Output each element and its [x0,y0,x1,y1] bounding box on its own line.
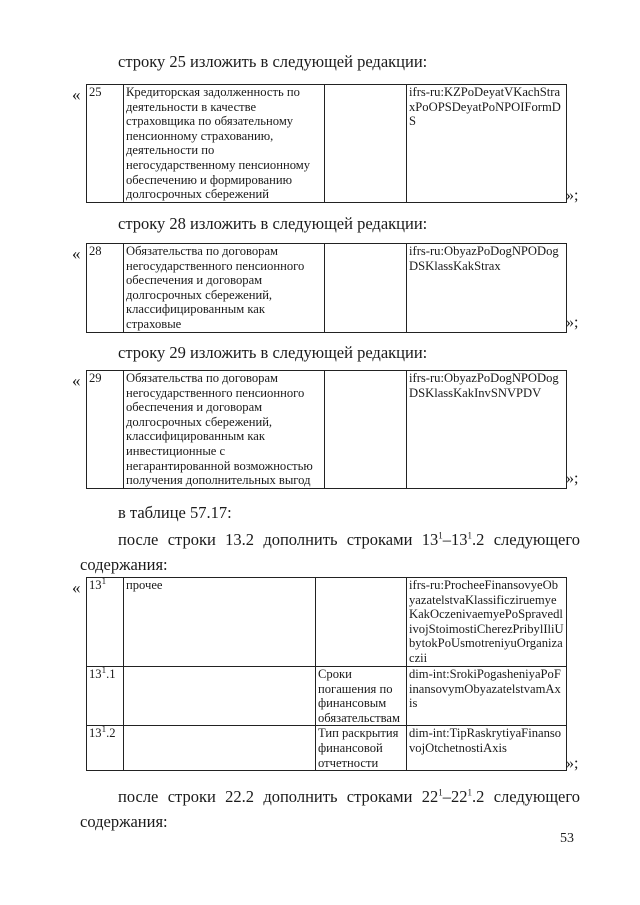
row-name [124,726,316,771]
row-number: $13^1$ [87,578,124,667]
word: после [118,787,159,806]
word: следующего [493,530,580,549]
open-quote: « [72,578,81,597]
row-number: $13^1.2$ [87,726,124,771]
word: 22.2 [225,787,254,806]
row-name [124,667,316,726]
table-row [87,371,567,489]
table-57-17-heading: в таблице 57.17: [118,503,232,522]
row-number: 29 [87,371,124,489]
word: строками [346,787,413,806]
word: строки [167,530,216,549]
row-name: Обязательства по договорам негосударственного пенсионного обеспечения и договорам долгосрочных сбережений, классифицированным как страховые [124,244,325,333]
row-code: dim-int:SrokiPogasheniyaPoFinansovymObyazatelstvamAxis [407,667,567,726]
intro-row-25: строку 25 изложить в следующей редакции: [118,52,428,71]
intro-row-29: строку 29 изложить в следующей редакции: [118,343,428,362]
row-axis-cell [316,578,407,667]
content-label: содержания: [80,555,168,574]
word: 13.2 [225,530,254,549]
close-quote: »; [566,314,579,331]
word: строки [167,787,216,806]
open-quote: « [72,244,81,263]
table-row-29 [86,370,567,489]
word: следующего [493,787,580,806]
row-number: 25 [87,85,124,203]
table-rows-13-1 [86,577,567,771]
table-row [87,726,567,771]
row-axis-cell: Сроки погашения по финансовым обязательствам [316,667,407,726]
intro-row-28: строку 28 изложить в следующей редакции: [118,214,428,233]
table-row-25 [86,84,567,203]
row-code: dim-int:TipRaskrytiyaFinansovojOtchetnostiAxis [407,726,567,771]
open-quote: « [72,371,81,390]
content-label: содержания: [80,812,168,831]
page-number: 53 [560,831,574,846]
word: строками [346,530,413,549]
table-row [87,578,567,667]
close-quote: »; [566,470,579,487]
row-range: $22^1-22^1.2$ [421,787,485,806]
word: дополнить [263,530,338,549]
instruction-after-22-2 [118,787,580,807]
row-name: прочее [124,578,316,667]
word: после [118,530,159,549]
row-empty-cell [325,85,407,203]
row-code: ifrs-ru:KZPoDeyatVKachStraxPoOPSDeyatPoNPOIFormDS [407,85,567,203]
row-name: Кредиторская задолженность по деятельности в качестве страховщика по обязательному пенсионному страхованию, деятельности по негосударственному пенсионному обеспечению и формированию долгосрочных сбережений [124,85,325,203]
table-row [87,244,567,333]
row-number: 28 [87,244,124,333]
table-row [87,667,567,726]
close-quote: »; [566,755,579,772]
word: дополнить [263,787,338,806]
row-code: ifrs-ru:ProcheeFinansovyeObyazatelstvaKlassificziruemyeKakOczenivaemyePoSpravedlivojStoimostiCherezPribylIliUbytokPoUsmotreniyuOrganizaczii [407,578,567,667]
table-row-28 [86,243,567,333]
row-number: $13^1.1$ [87,667,124,726]
row-empty-cell [325,371,407,489]
open-quote: « [72,85,81,104]
row-range: $13^1-13^1.2$ [421,530,485,549]
row-name: Обязательства по договорам негосударственного пенсионного обеспечения и договорам долгосрочных сбережений, классифицированным как инвестиционные с негарантированной возможностью получения дополнительных выгод [124,371,325,489]
table-row [87,85,567,203]
instruction-after-13-2 [118,530,580,550]
row-code: ifrs-ru:ObyazPoDogNPODogDSKlassKakInvSNVPDV [407,371,567,489]
close-quote: »; [566,187,579,204]
row-axis-cell: Тип раскрытия финансовой отчетности [316,726,407,771]
row-code: ifrs-ru:ObyazPoDogNPODogDSKlassKakStrax [407,244,567,333]
row-empty-cell [325,244,407,333]
